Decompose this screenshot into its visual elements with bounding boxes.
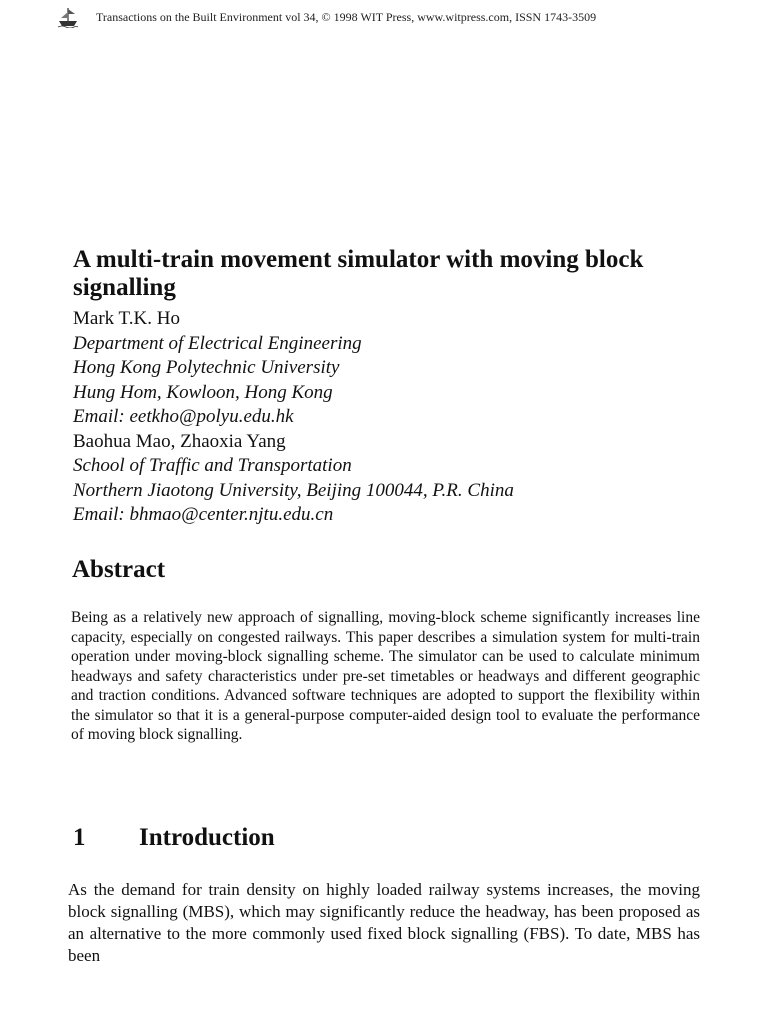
section-number: 1 — [73, 824, 86, 851]
section-title: Introduction — [139, 824, 275, 851]
paper-title: A multi-train movement simulator with moving block signalling — [73, 246, 644, 301]
section-text: As the demand for train density on highly loaded railway systems increases, the moving block signalling (MBS), which may significantly reduce the headway, has been proposed as an alternative to the more commonly used fixed block signalling (FBS). To date, MBS has been — [68, 880, 700, 965]
author-email: Email: bhmao@center.njtu.edu.cn — [73, 504, 334, 525]
abstract-heading: Abstract — [72, 556, 166, 583]
author-email: Email: eetkho@polyu.edu.hk — [73, 406, 294, 427]
page-header — [56, 6, 756, 28]
author-name: Mark T.K. Ho — [73, 308, 180, 329]
author-block — [73, 307, 723, 528]
affiliation-line: Hung Hom, Kowloon, Hong Kong — [73, 381, 333, 403]
affiliation-line: School of Traffic and Transportation — [73, 455, 352, 476]
source-note: Transactions on the Built Environment vol 34, © 1998 WIT Press, www.witpress.com, ISSN 1743-3509 — [96, 9, 597, 24]
affiliation-line: Department of Electrical Engineering — [73, 332, 362, 354]
affiliation-line: Hong Kong Polytechnic University — [73, 357, 340, 378]
affiliation-line: Northern Jiaotong University, Beijing 100044, P.R. China — [73, 479, 514, 501]
abstract-text: Being as a relatively new approach of signalling, moving-block scheme significantly increases line capacity, especially on congested railways. This paper describes a simulation system for multi-train operation under moving-block signalling scheme. The simulator can be used to calculate minimum headways and safety characteristics under pre-set timetables or headways and different geographic and traction conditions. Advanced software techniques are adopted to support the flexibility within the simulator so that it is a general-purpose computer-aided design tool to evaluate the performance of moving block signalling. — [71, 609, 700, 743]
ship-logo-icon — [56, 6, 80, 28]
section-heading — [73, 824, 673, 852]
author-name: Baohua Mao, Zhaoxia Yang — [73, 430, 286, 452]
